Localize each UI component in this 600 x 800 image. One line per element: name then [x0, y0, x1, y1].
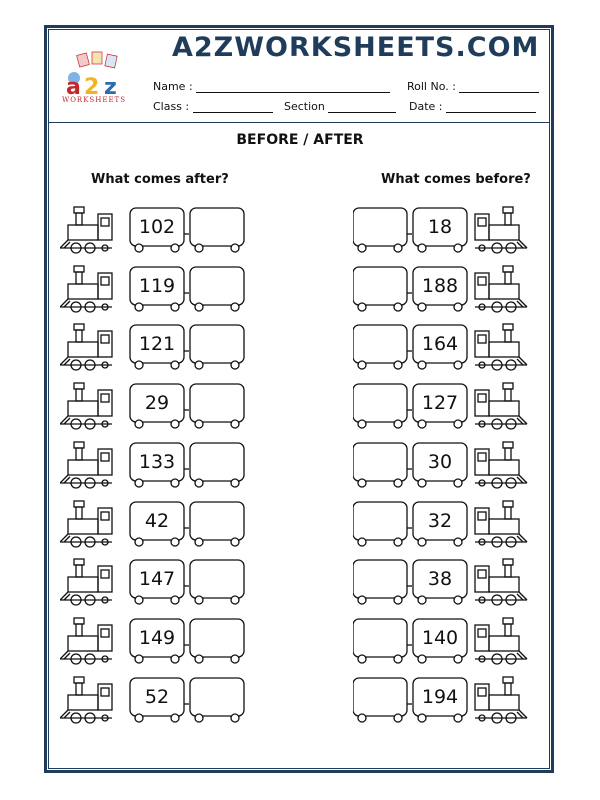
- given-number: 133: [138, 450, 176, 473]
- given-number: 188: [421, 274, 459, 297]
- after-train-2: [60, 263, 250, 317]
- engine-icon: [60, 383, 112, 429]
- given-number: 29: [144, 392, 170, 415]
- date-blank: [446, 101, 536, 113]
- engine-icon: [475, 324, 527, 370]
- before-train-2: [353, 263, 543, 317]
- worksheet-title: BEFORE / AFTER: [236, 132, 364, 148]
- roll-field: [407, 80, 539, 93]
- engine-icon: [60, 618, 112, 664]
- before-train-3: [353, 321, 543, 375]
- given-number: 42: [144, 509, 170, 532]
- answer-box[interactable]: [353, 560, 407, 598]
- section-label: Section: [284, 100, 325, 113]
- class-blank: [193, 101, 273, 113]
- given-number: 30: [427, 450, 453, 473]
- answer-box[interactable]: [353, 384, 407, 422]
- after-train-7: [60, 556, 250, 610]
- answer-box[interactable]: [190, 267, 244, 305]
- engine-icon: [475, 559, 527, 605]
- before-train-9: [353, 674, 543, 728]
- engine-icon: [60, 559, 112, 605]
- answer-box[interactable]: [353, 502, 407, 540]
- engine-icon: [475, 383, 527, 429]
- after-train-3: [60, 321, 250, 375]
- engine-icon: [475, 266, 527, 312]
- class-label: Class :: [153, 100, 190, 113]
- answer-box[interactable]: [353, 325, 407, 363]
- date-label: Date :: [409, 100, 443, 113]
- given-number: 149: [138, 626, 176, 649]
- roll-blank: [459, 81, 539, 93]
- answer-box[interactable]: [190, 325, 244, 363]
- svg-text:a: a: [66, 75, 81, 100]
- answer-box[interactable]: [353, 678, 407, 716]
- before-heading: What comes before?: [381, 172, 531, 187]
- site-title: A2ZWORKSHEETS.COM: [172, 32, 540, 63]
- before-train-1: [353, 204, 543, 258]
- answer-box[interactable]: [190, 560, 244, 598]
- engine-icon: [475, 618, 527, 664]
- given-number: 147: [138, 568, 176, 591]
- answer-box[interactable]: [353, 267, 407, 305]
- before-train-7: [353, 556, 543, 610]
- after-train-1: [60, 204, 250, 258]
- engine-icon: [60, 207, 112, 253]
- roll-label: Roll No. :: [407, 80, 456, 93]
- after-train-5: [60, 439, 250, 493]
- header-divider: [48, 122, 550, 123]
- before-train-5: [353, 439, 543, 493]
- given-number: 38: [427, 568, 453, 591]
- answer-box[interactable]: [190, 619, 244, 657]
- before-train-8: [353, 615, 543, 669]
- answer-box[interactable]: [190, 502, 244, 540]
- engine-icon: [60, 324, 112, 370]
- answer-box[interactable]: [190, 443, 244, 481]
- name-field: [153, 80, 390, 93]
- answer-box[interactable]: [353, 443, 407, 481]
- after-train-6: [60, 498, 250, 552]
- before-train-6: [353, 498, 543, 552]
- name-label: Name :: [153, 80, 193, 93]
- given-number: 18: [427, 216, 453, 238]
- after-train-8: [60, 615, 250, 669]
- given-number: 52: [144, 685, 170, 708]
- svg-text:z: z: [104, 75, 117, 100]
- given-number: 140: [421, 626, 459, 649]
- engine-icon: [475, 677, 527, 723]
- engine-icon: [60, 501, 112, 547]
- class-field: [153, 100, 273, 113]
- after-train-9: [60, 674, 250, 728]
- name-blank: [196, 81, 390, 93]
- section-blank: [328, 101, 396, 113]
- given-number: 102: [138, 216, 176, 238]
- svg-text:2: 2: [84, 75, 100, 100]
- given-number: 164: [421, 333, 459, 356]
- after-heading: What comes after?: [91, 172, 229, 187]
- answer-box[interactable]: [190, 384, 244, 422]
- answer-box[interactable]: [190, 208, 244, 246]
- logo-subtitle: WORKSHEETS: [62, 96, 127, 104]
- section-field: [284, 100, 396, 113]
- given-number: 32: [427, 509, 453, 532]
- given-number: 127: [421, 392, 459, 415]
- after-train-4: [60, 380, 250, 434]
- answer-box[interactable]: [353, 208, 407, 246]
- before-train-4: [353, 380, 543, 434]
- engine-icon: [475, 207, 527, 253]
- answer-box[interactable]: [353, 619, 407, 657]
- answer-box[interactable]: [190, 678, 244, 716]
- engine-icon: [475, 442, 527, 488]
- date-field: [409, 100, 536, 113]
- given-number: 121: [138, 333, 176, 356]
- engine-icon: [60, 442, 112, 488]
- given-number: 119: [138, 274, 176, 297]
- engine-icon: [475, 501, 527, 547]
- engine-icon: [60, 677, 112, 723]
- engine-icon: [60, 266, 112, 312]
- given-number: 194: [421, 685, 459, 708]
